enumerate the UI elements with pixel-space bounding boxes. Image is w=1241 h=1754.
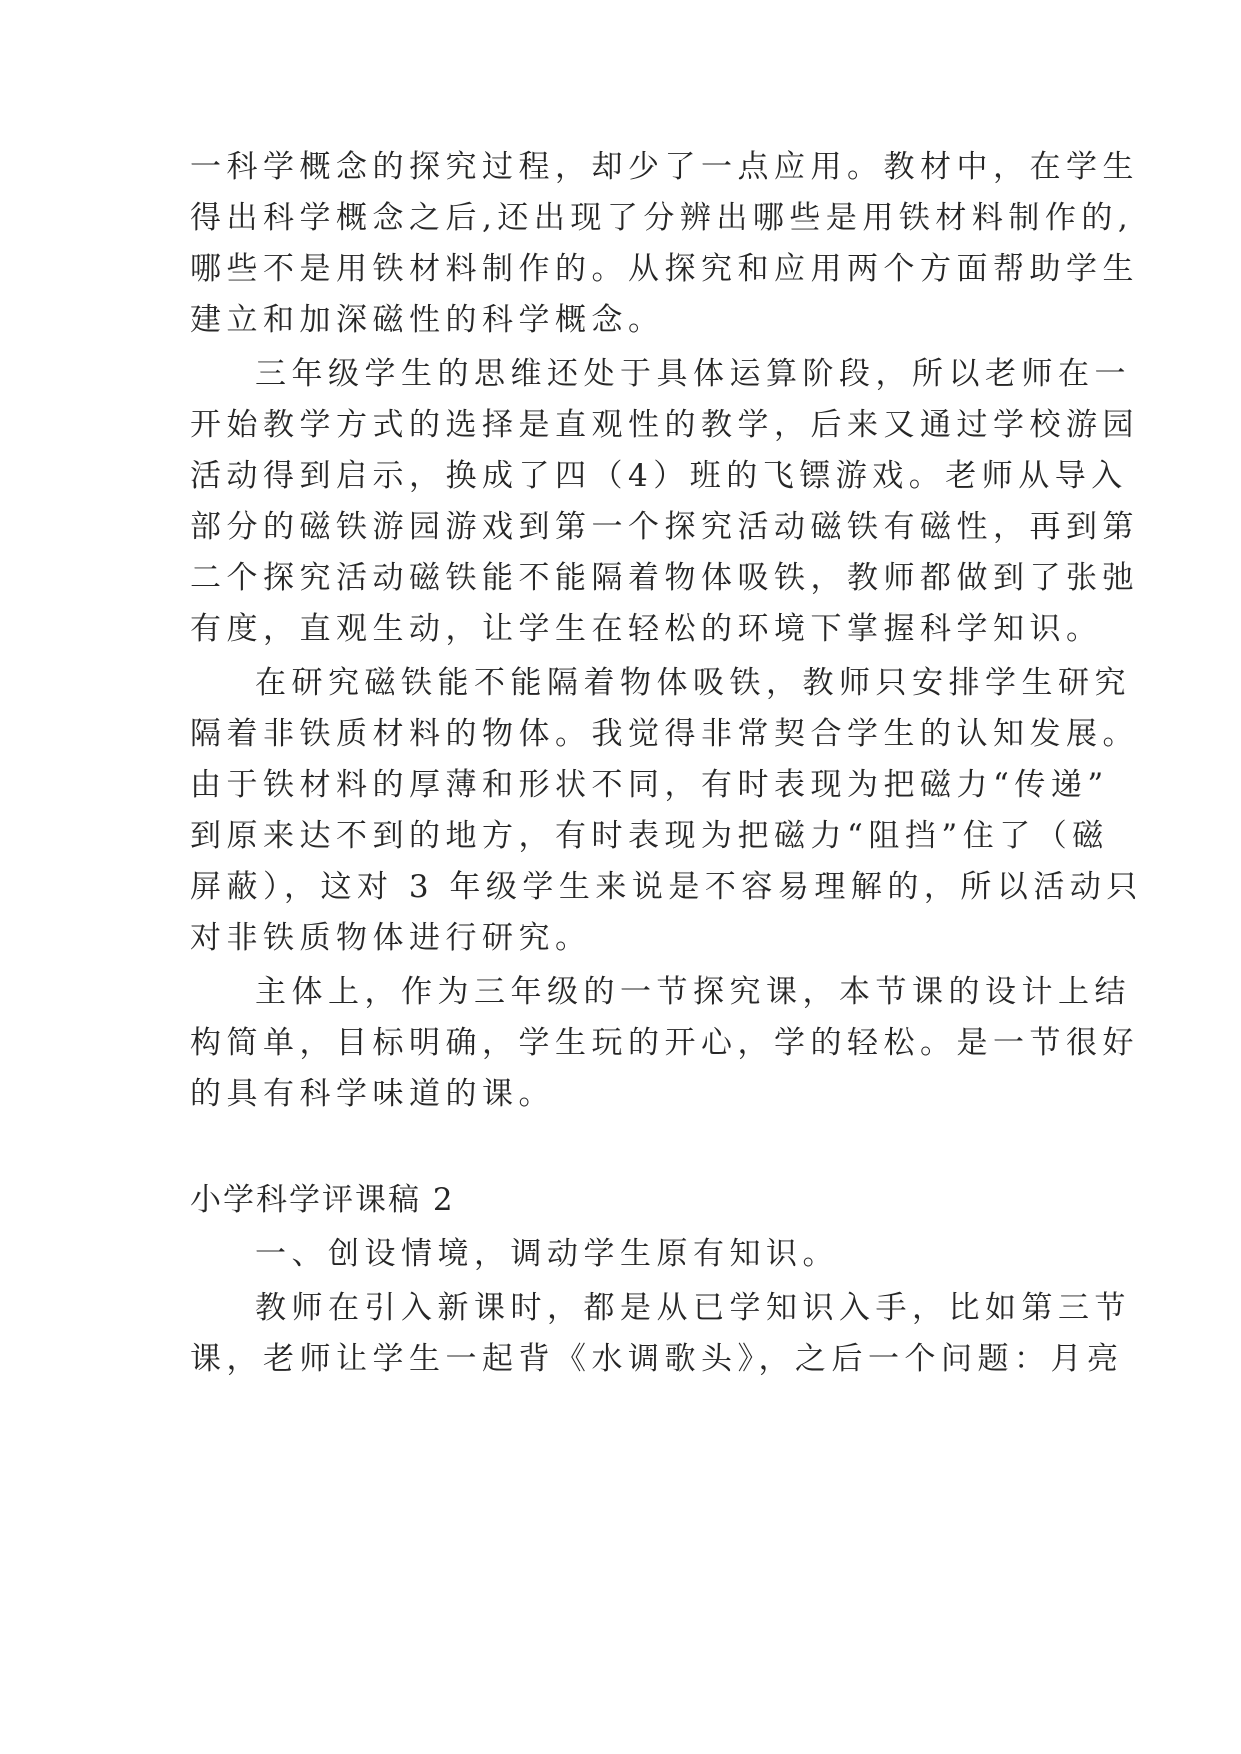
paragraph-5-line-2: 课，老师让学生一起背《水调歌头》，之后一个问题：月亮 xyxy=(190,1341,1124,1377)
paragraph-3-line-3: 由于铁材料的厚薄和形状不同，有时表现为把磁力“传递” xyxy=(190,767,1109,803)
subheading-1: 一、创设情境，调动学生原有知识。 xyxy=(255,1236,839,1272)
paragraph-4-line-3: 的具有科学味道的课。 xyxy=(190,1076,555,1112)
paragraph-4-line-1: 主体上，作为三年级的一节探究课，本节课的设计上结 xyxy=(255,974,1131,1010)
paragraph-4-line-2: 构简单，目标明确，学生玩的开心，学的轻松。是一节很好 xyxy=(190,1025,1139,1061)
paragraph-3-line-4: 到原来达不到的地方，有时表现为把磁力“阻挡”住了（磁 xyxy=(190,818,1109,854)
paragraph-2-line-6: 有度，直观生动，让学生在轻松的环境下掌握科学知识。 xyxy=(190,611,1103,647)
paragraph-1-line-3: 哪些不是用铁材料制作的。从探究和应用两个方面帮助学生 xyxy=(190,251,1139,287)
paragraph-5-line-1: 教师在引入新课时，都是从已学知识入手，比如第三节 xyxy=(255,1290,1131,1326)
paragraph-3-line-6: 对非铁质物体进行研究。 xyxy=(190,920,592,956)
section-title: 小学科学评课稿 2 xyxy=(190,1182,455,1218)
paragraph-2-line-1: 三年级学生的思维还处于具体运算阶段，所以老师在一 xyxy=(255,356,1131,392)
paragraph-3-line-5: 屏蔽），这对 3 年级学生来说是不容易理解的，所以活动只 xyxy=(190,869,1143,905)
paragraph-3-line-2: 隔着非铁质材料的物体。我觉得非常契合学生的认知发展。 xyxy=(190,716,1139,752)
paragraph-2-line-4: 部分的磁铁游园游戏到第一个探究活动磁铁有磁性，再到第 xyxy=(190,509,1139,545)
paragraph-3-line-1: 在研究磁铁能不能隔着物体吸铁，教师只安排学生研究 xyxy=(255,665,1131,701)
paragraph-1-line-1: 一科学概念的探究过程，却少了一点应用。教材中，在学生 xyxy=(190,149,1139,185)
paragraph-1-line-4: 建立和加深磁性的科学概念。 xyxy=(190,302,665,338)
paragraph-2-line-3: 活动得到启示，换成了四（4）班的飞镖游戏。老师从导入 xyxy=(190,458,1128,494)
paragraph-2-line-2: 开始教学方式的选择是直观性的教学，后来又通过学校游园 xyxy=(190,407,1139,443)
paragraph-2-line-5: 二个探究活动磁铁能不能隔着物体吸铁，教师都做到了张弛 xyxy=(190,560,1139,596)
paragraph-1-line-2: 得出科学概念之后,还出现了分辨出哪些是用铁材料制作的, xyxy=(190,200,1134,236)
